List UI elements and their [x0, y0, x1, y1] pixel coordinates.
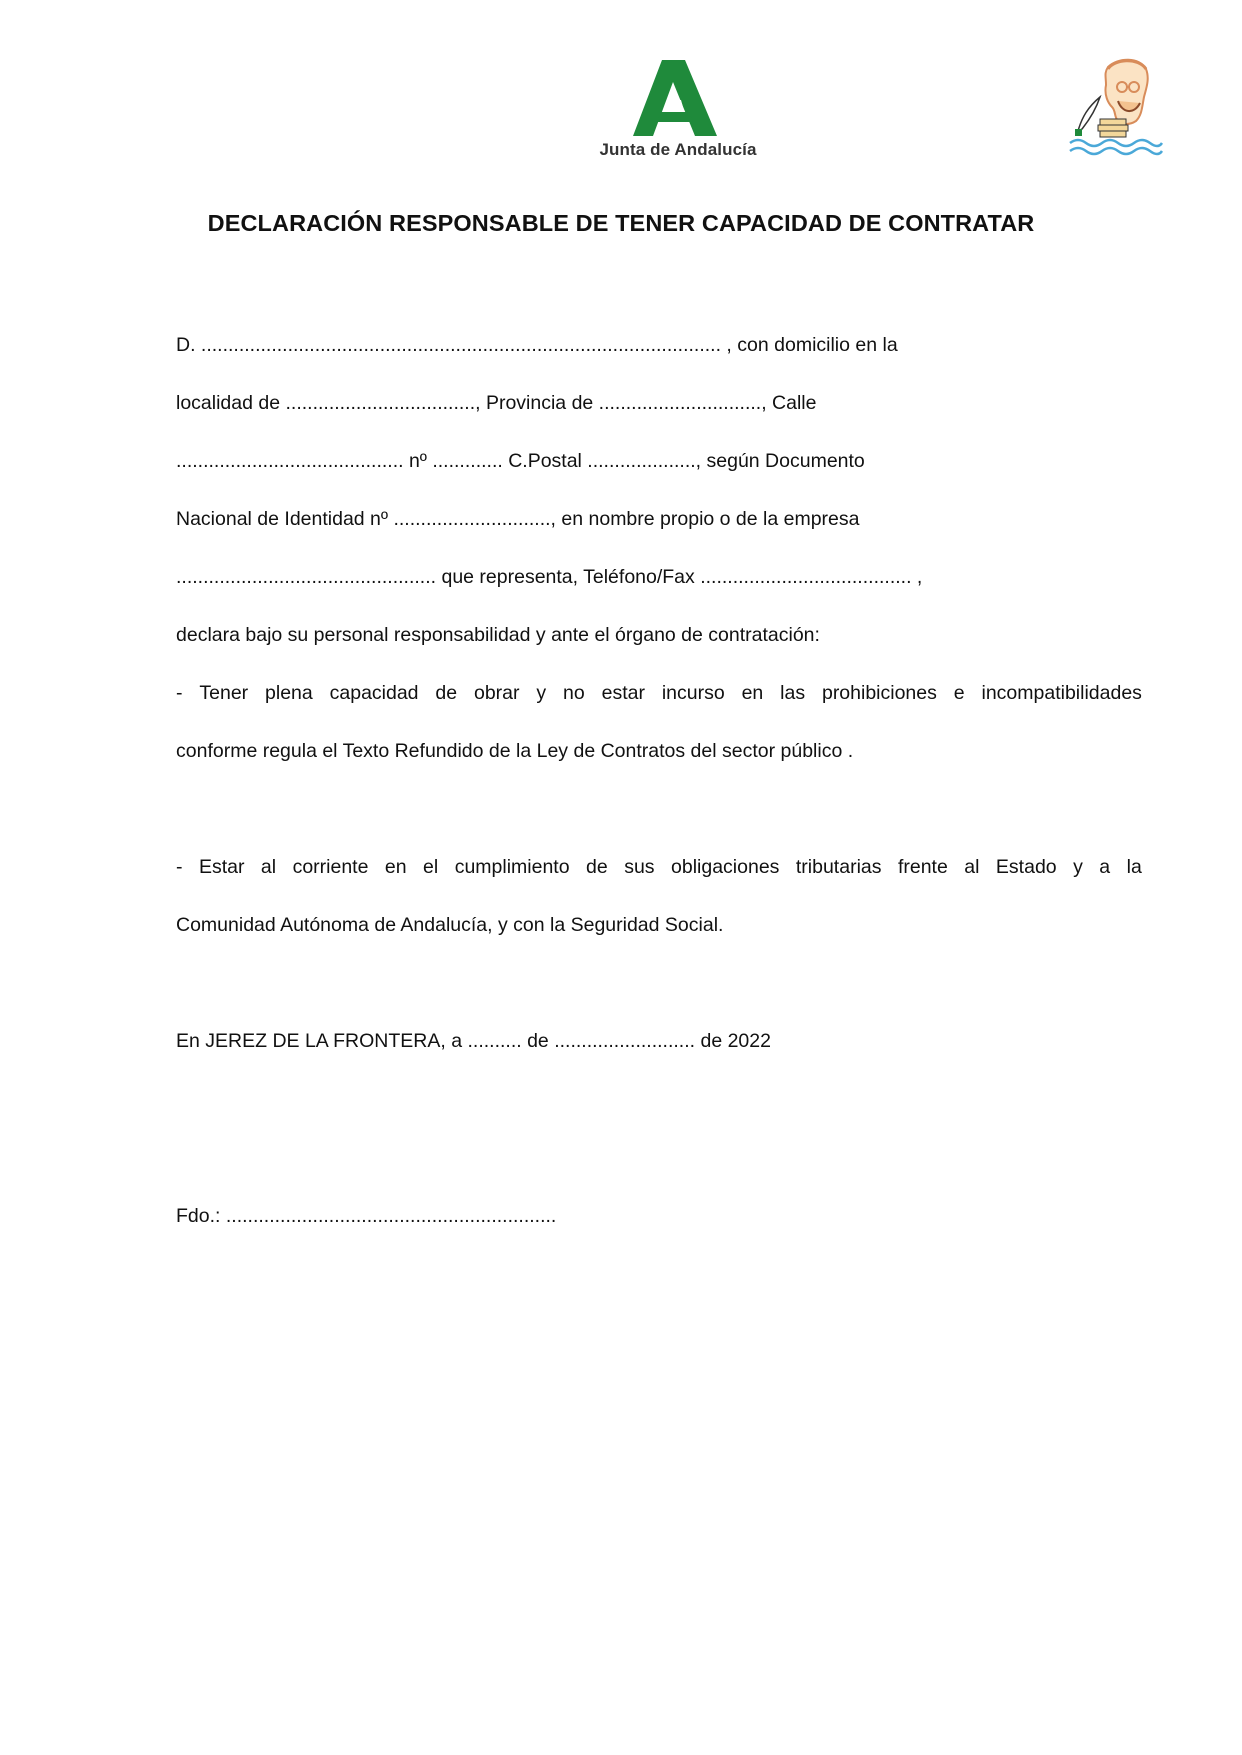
form-line-name: D. ................................................................................................ , con domicilio en la [176, 334, 898, 356]
word: frente [897, 856, 948, 878]
word: a [1099, 856, 1111, 878]
word: incurso [661, 682, 725, 704]
word: y [1073, 856, 1083, 878]
form-line-company: ................................................ que representa, Teléfono/Fax ....................................... , [176, 566, 923, 588]
word: y [536, 682, 547, 704]
word: Estado [995, 856, 1057, 878]
word: el [423, 856, 439, 878]
paragraph-1-line-1 [176, 681, 1142, 705]
word: corriente [292, 856, 369, 878]
paragraph-2-line-1 [176, 855, 1142, 879]
word: en [384, 856, 407, 878]
word: obligaciones [671, 856, 780, 878]
word: estar [601, 682, 645, 704]
form-line-id: Nacional de Identidad nº ............................., en nombre propio o de la empresa [176, 508, 860, 530]
word: - [176, 856, 183, 878]
word: al [964, 856, 980, 878]
paragraph-2-line-2: Comunidad Autónoma de Andalucía, y con la Seguridad Social. [176, 914, 724, 936]
paragraph-1-line-2: conforme regula el Texto Refundido de la Ley de Contratos del sector público . [176, 740, 854, 762]
word: prohibiciones [821, 682, 937, 704]
word: - [176, 682, 183, 704]
logo-text: Junta de Andalucía [599, 140, 757, 159]
place-date-line: En JEREZ DE LA FRONTERA, a .......... de .......................... de 2022 [176, 1030, 771, 1052]
word: obrar [473, 682, 520, 704]
word: no [563, 682, 585, 704]
word: incompatibilidades [981, 682, 1142, 704]
school-logo [1068, 55, 1164, 165]
word: de [435, 682, 458, 704]
form-line-locality: localidad de ..................................., Provincia de .............................., Calle [176, 392, 817, 414]
word: Tener [199, 682, 249, 704]
junta-a-icon [633, 60, 723, 138]
junta-de-andalucia-logo [583, 58, 773, 168]
word: las [780, 682, 806, 704]
word: Estar [198, 856, 245, 878]
form-line-street: .......................................... nº ............. C.Postal ...................., según Documento [176, 450, 865, 472]
word: en [741, 682, 764, 704]
word: de [586, 856, 608, 878]
word: la [1126, 856, 1142, 878]
word: e [953, 682, 965, 704]
word: sus [624, 856, 655, 878]
word: al [260, 856, 277, 878]
word: capacidad [329, 682, 419, 704]
word: cumplimiento [454, 856, 570, 878]
word: plena [265, 682, 313, 704]
document-title: DECLARACIÓN RESPONSABLE DE TENER CAPACIDAD DE CONTRATAR [207, 210, 1035, 236]
signature-line: Fdo.: ............................................................. [176, 1205, 557, 1227]
writer-portrait-icon [1068, 55, 1164, 165]
form-line-declaration: declara bajo su personal responsabilidad y ante el órgano de contratación: [176, 624, 820, 646]
word: tributarias [795, 856, 882, 878]
